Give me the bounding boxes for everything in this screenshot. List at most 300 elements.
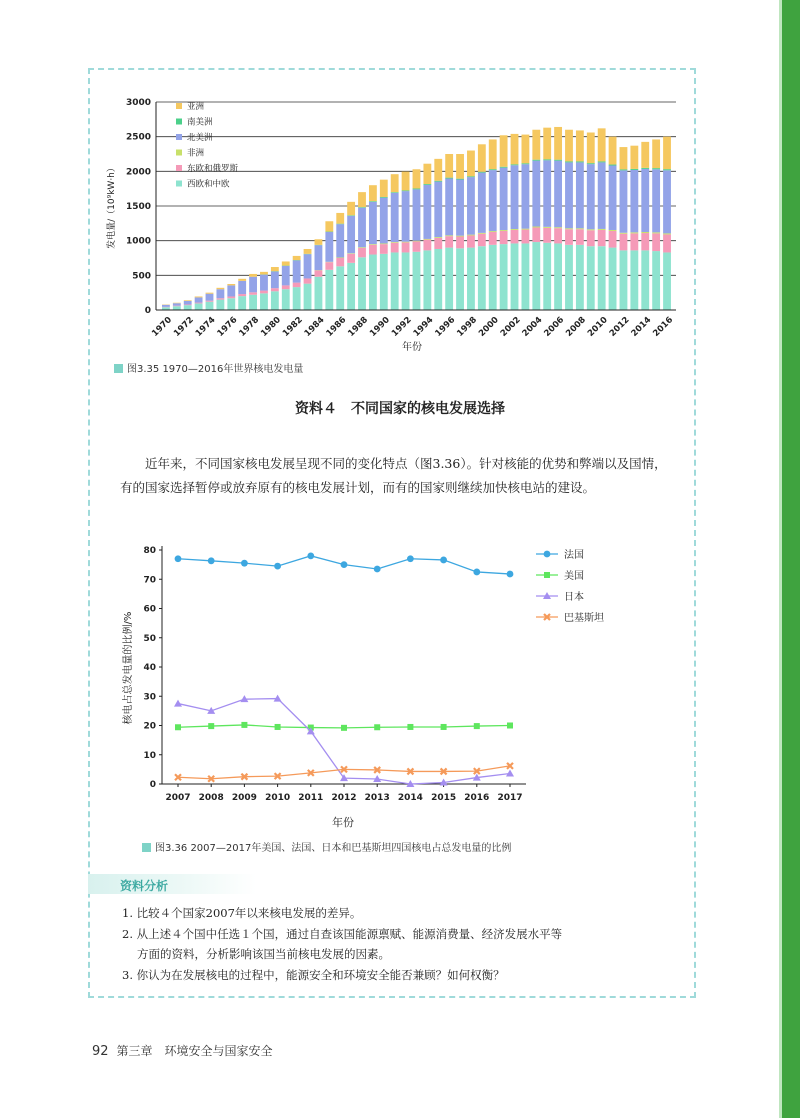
bar-segment-1992-3	[402, 191, 410, 242]
bar-segment-1981-5	[282, 261, 290, 265]
bar-segment-1979-5	[260, 272, 268, 275]
point-0-2009	[241, 560, 248, 567]
figure-3-35-caption-text: 图3.35 1970—2016年世界核电发电量	[127, 364, 304, 375]
bar-segment-1986-5	[336, 213, 344, 224]
bar-segment-1977-3	[238, 281, 246, 294]
bar-segment-1984-5	[315, 239, 323, 245]
bar-segment-1996-4	[445, 178, 453, 179]
bar-segment-2000-5	[489, 139, 497, 169]
chart1-x-tick-label: 1992	[389, 315, 414, 339]
chart2-x-tick-label: 2007	[165, 793, 191, 803]
bar-segment-1989-5	[369, 185, 377, 201]
bar-segment-1973-1	[195, 303, 203, 304]
bar-segment-2016-3	[663, 170, 671, 233]
bar-segment-1991-0	[391, 252, 399, 310]
bar-segment-2010-3	[598, 162, 606, 229]
point-0-2011	[307, 552, 314, 559]
bar-segment-1990-2	[380, 243, 388, 244]
chart2-legend-label: 美国	[564, 571, 584, 582]
bar-segment-1976-0	[227, 298, 235, 310]
bar-segment-1999-1	[478, 234, 486, 246]
chart2-y-tick-label: 70	[143, 575, 156, 586]
bar-segment-1996-3	[445, 178, 453, 235]
point-1-2007	[175, 724, 181, 730]
bar-segment-1991-3	[391, 193, 399, 242]
bar-segment-2014-1	[641, 233, 649, 250]
bar-segment-2009-1	[587, 230, 595, 246]
chart1-x-ticks	[150, 315, 675, 339]
caption-marker	[142, 843, 151, 852]
bar-segment-2003-2	[521, 229, 529, 230]
chart1-x-tick-label: 1990	[368, 315, 392, 339]
chart1-legend-swatch	[176, 150, 182, 156]
bar-segment-2014-5	[641, 142, 649, 168]
bar-segment-1980-1	[271, 288, 279, 291]
chart1-legend-label: 西欧和中欧	[187, 179, 230, 190]
bar-segment-1995-4	[434, 181, 442, 182]
chart2-x-tick-label: 2014	[397, 793, 423, 803]
bar-segment-2001-5	[500, 135, 508, 166]
question-2: 2. 从上述４个国中任选１个国，通过自查该国能源禀赋、能源消费量、经济发展水平等	[122, 927, 563, 941]
question-1: 1. 比较４个国家2007年以来核电发展的差异。	[122, 906, 362, 920]
chart1-y-tick-label: 2500	[125, 132, 151, 143]
chart2-y-tick-label: 0	[149, 780, 156, 790]
bar-segment-1983-1	[304, 278, 312, 283]
chart1-x-tick-label: 1994	[411, 315, 436, 339]
bar-segment-2016-5	[663, 137, 671, 170]
bar-segment-1989-1	[369, 245, 377, 255]
chart1-y-tick-label: 3000	[125, 98, 151, 108]
bar-segment-1980-3	[271, 272, 279, 289]
bar-segment-2004-4	[532, 160, 540, 161]
bar-segment-2016-4	[663, 169, 671, 170]
bar-segment-1995-5	[434, 159, 442, 181]
bar-segment-1976-1	[227, 296, 235, 298]
chart1-legend-label: 南美洲	[187, 117, 213, 128]
bar-segment-2011-5	[609, 137, 617, 165]
bar-segment-1991-1	[391, 243, 399, 253]
bar-segment-1994-1	[423, 240, 431, 251]
nuclear-share-line-chart	[118, 538, 618, 834]
bar-segment-1982-0	[293, 287, 301, 310]
chart2-x-tick-label: 2011	[298, 793, 324, 803]
bar-segment-1970-3	[162, 305, 170, 307]
bar-segment-2008-0	[576, 245, 584, 310]
bar-segment-1996-5	[445, 154, 453, 178]
bar-segment-1979-0	[260, 293, 268, 310]
chart1-y-ticks	[126, 98, 151, 316]
caption-marker	[114, 364, 123, 373]
bar-segment-2015-2	[652, 232, 660, 233]
chart1-bars	[162, 127, 671, 310]
bar-segment-2004-1	[532, 227, 540, 242]
bar-segment-2004-3	[532, 161, 540, 227]
bar-segment-2014-4	[641, 168, 649, 169]
bar-segment-1999-2	[478, 233, 486, 234]
bar-segment-1998-5	[467, 151, 475, 177]
bar-segment-1980-0	[271, 291, 279, 310]
chart1-y-tick-label: 1000	[125, 236, 151, 247]
figure-3-36-caption-text: 图3.36 2007—2017年美国、法国、日本和巴基斯坦四国核电占总发电量的比例	[155, 843, 512, 854]
bar-segment-2006-0	[554, 243, 562, 310]
bar-segment-1979-3	[260, 275, 268, 291]
point-0-2012	[341, 561, 348, 568]
bar-segment-1974-0	[206, 302, 214, 310]
chart2-y-tick-label: 50	[143, 633, 156, 644]
point-1-2016	[474, 723, 480, 729]
bar-segment-1984-1	[315, 270, 323, 276]
bar-segment-1995-0	[434, 249, 442, 310]
bar-segment-2011-3	[609, 166, 617, 230]
question-2-continued: 方面的资料，分析影响该国当前核电发展的因素。	[137, 947, 390, 961]
chart1-legend-label: 北美洲	[187, 133, 213, 143]
bar-segment-1993-3	[413, 189, 421, 240]
bar-segment-1996-2	[445, 235, 453, 236]
bar-segment-1997-3	[456, 180, 464, 236]
bar-segment-1985-0	[325, 270, 333, 310]
bar-segment-2000-4	[489, 169, 497, 170]
chart1-x-tick-label: 1982	[280, 315, 305, 339]
bar-segment-1982-1	[293, 283, 301, 288]
chart2-x-tick-label: 2010	[265, 793, 291, 803]
bar-segment-2002-0	[511, 243, 519, 310]
chart2-y-tick-label: 10	[143, 750, 156, 761]
bar-segment-2001-1	[500, 231, 508, 244]
bar-segment-2007-2	[565, 228, 573, 229]
bar-segment-2008-1	[576, 229, 584, 245]
point-2-2017	[506, 769, 514, 776]
bar-segment-1999-0	[478, 246, 486, 310]
bar-segment-1973-0	[195, 303, 203, 310]
point-0-2015	[440, 557, 447, 564]
chart1-legend-swatch	[176, 165, 182, 171]
bar-segment-1995-1	[434, 238, 442, 249]
bar-segment-2005-4	[543, 159, 551, 160]
bar-segment-1972-3	[184, 301, 192, 304]
bar-segment-2005-2	[543, 227, 551, 228]
bar-segment-2015-3	[652, 169, 660, 232]
section-paragraph: 近年来，不同国家核电发展呈现不同的变化特点（图3.36）。针对核能的优势和弊端以及国情，有的国家选择暂停或放弃原有的核电发展计划，而有的国家则继续加快核电站的建设。	[120, 456, 667, 495]
bar-segment-2015-0	[652, 251, 660, 310]
chart2-x-tick-label: 2009	[231, 793, 257, 803]
chart1-x-tick-label: 2006	[542, 315, 567, 339]
bar-segment-2000-3	[489, 170, 497, 231]
bar-segment-2000-2	[489, 231, 497, 232]
bar-segment-2004-0	[532, 242, 540, 310]
analysis-title: 资料分析	[120, 879, 169, 893]
chart1-x-tick-label: 2000	[477, 315, 501, 339]
chart1-x-tick-label: 1974	[193, 315, 218, 339]
chart1-x-tick-label: 1976	[215, 315, 240, 339]
point-0-2014	[407, 555, 414, 562]
point-1-2010	[275, 724, 281, 730]
bar-segment-1992-5	[402, 172, 410, 191]
bar-segment-1989-3	[369, 202, 377, 244]
chart1-x-tick-label: 2008	[564, 315, 589, 339]
bar-segment-2001-0	[500, 244, 508, 310]
bar-segment-1989-2	[369, 244, 377, 245]
bar-segment-2006-5	[554, 127, 562, 160]
figure-3-35-caption	[114, 360, 303, 375]
bar-segment-1988-1	[358, 248, 366, 257]
chart1-x-tick-label: 2016	[651, 315, 676, 339]
chart1-legend-label: 非洲	[187, 148, 205, 159]
chart2-legend-marker	[544, 572, 550, 578]
bar-segment-2006-3	[554, 161, 562, 228]
bar-segment-1988-0	[358, 257, 366, 310]
bar-segment-2007-4	[565, 161, 573, 162]
chart2-x-tick-label: 2008	[198, 793, 224, 803]
page-edge-bar	[782, 0, 800, 1118]
bar-segment-2005-0	[543, 243, 551, 310]
bar-segment-1999-3	[478, 173, 486, 233]
bar-segment-1994-2	[423, 239, 431, 240]
analysis-header-bar	[88, 874, 256, 894]
chart1-y-tick-label: 0	[144, 306, 151, 316]
bar-segment-1976-5	[227, 284, 235, 285]
bar-segment-1974-1	[206, 301, 214, 302]
chart1-x-tick-label: 1998	[455, 315, 480, 339]
bar-segment-2014-3	[641, 169, 649, 232]
bar-segment-1995-2	[434, 237, 442, 238]
point-1-2017	[507, 723, 513, 729]
point-1-2015	[441, 724, 447, 730]
point-0-2010	[274, 563, 281, 570]
bar-segment-1997-4	[456, 179, 464, 180]
chart1-x-tick-label: 1984	[302, 315, 327, 339]
bar-segment-2007-5	[565, 130, 573, 162]
bar-segment-1993-5	[413, 169, 421, 188]
bar-segment-2003-5	[521, 135, 529, 164]
bar-segment-2013-0	[630, 250, 638, 310]
bar-segment-2016-0	[663, 252, 671, 310]
chart2-x-tick-label: 2012	[331, 793, 357, 803]
bar-segment-2009-5	[587, 133, 595, 164]
bar-segment-2011-0	[609, 248, 617, 310]
bar-segment-2003-3	[521, 164, 529, 228]
bar-segment-2015-4	[652, 168, 660, 169]
bar-segment-2003-0	[521, 243, 529, 310]
bar-segment-2005-1	[543, 228, 551, 243]
bar-segment-2000-1	[489, 232, 497, 245]
bar-segment-2015-1	[652, 233, 660, 251]
bar-segment-2012-2	[620, 233, 628, 234]
bar-segment-1987-3	[347, 216, 355, 253]
chart2-x-tick-label: 2015	[431, 793, 457, 803]
bar-segment-1992-0	[402, 252, 410, 310]
bar-segment-1996-0	[445, 248, 453, 310]
bar-segment-1974-3	[206, 294, 214, 301]
bar-segment-1994-5	[423, 164, 431, 184]
bar-segment-1983-3	[304, 254, 312, 278]
chart2-legend-label: 法国	[564, 550, 584, 561]
chart1-y-tick-label: 2000	[125, 167, 151, 178]
bar-segment-1980-5	[271, 267, 279, 271]
chart2-legend-marker	[544, 551, 551, 558]
bar-segment-2001-4	[500, 167, 508, 168]
bar-segment-2013-4	[630, 169, 638, 170]
bar-segment-1994-3	[423, 185, 431, 239]
bar-segment-1974-5	[206, 293, 214, 294]
chart1-x-tick-label: 1978	[237, 315, 262, 339]
chart2-y-tick-label: 40	[143, 663, 156, 673]
bar-segment-1985-1	[325, 262, 333, 270]
chart1-x-tick-label: 1988	[346, 315, 371, 339]
bar-segment-2002-3	[511, 165, 519, 229]
bar-segment-2000-0	[489, 245, 497, 310]
bar-segment-1987-2	[347, 253, 355, 254]
bar-segment-1973-5	[195, 296, 203, 297]
bar-segment-2006-2	[554, 227, 562, 228]
chart1-x-axis-label: 年份	[402, 342, 422, 353]
page-number: 92	[92, 1044, 109, 1059]
chart1-legend	[176, 101, 239, 190]
bar-segment-1972-1	[184, 304, 192, 305]
bar-segment-1978-5	[249, 274, 257, 277]
bar-segment-1990-1	[380, 244, 388, 254]
chart2-y-ticks	[143, 546, 162, 790]
bar-segment-2005-3	[543, 160, 551, 227]
chart1-x-tick-label: 1986	[324, 315, 349, 339]
chart1-x-tick-label: 1972	[172, 315, 196, 339]
bar-segment-1992-2	[402, 242, 410, 243]
bar-segment-1983-5	[304, 249, 312, 254]
bar-segment-2013-3	[630, 170, 638, 232]
bar-segment-2010-0	[598, 246, 606, 310]
bar-segment-2010-5	[598, 128, 606, 161]
bar-segment-2012-0	[620, 250, 628, 310]
chart1-legend-label: 亚洲	[187, 102, 205, 112]
chart1-legend-swatch	[176, 134, 182, 140]
point-1-2009	[241, 722, 247, 728]
bar-segment-2009-3	[587, 164, 595, 229]
bar-segment-1984-3	[315, 245, 323, 270]
bar-segment-1986-3	[336, 224, 344, 257]
chart2-y-tick-label: 60	[143, 604, 156, 615]
chart2-x-tick-label: 2016	[464, 793, 490, 803]
bar-segment-2012-1	[620, 234, 628, 251]
bar-segment-2009-0	[587, 246, 595, 310]
bar-segment-1999-4	[478, 172, 486, 173]
point-0-2007	[175, 555, 182, 562]
point-2-2007	[174, 700, 182, 707]
bar-segment-1988-5	[358, 192, 366, 207]
bar-segment-2006-4	[554, 160, 562, 161]
chart1-y-axis-label: 发电量/（10⁹kW·h）	[107, 163, 117, 249]
bar-segment-2007-1	[565, 229, 573, 245]
chart1-x-tick-label: 2010	[585, 315, 610, 339]
bar-segment-2005-5	[543, 128, 551, 160]
bar-segment-2011-2	[609, 230, 617, 231]
bar-segment-2002-5	[511, 134, 519, 164]
bar-segment-1989-0	[369, 255, 377, 310]
bar-segment-1990-5	[380, 180, 388, 197]
bar-segment-1987-1	[347, 254, 355, 263]
bar-segment-1973-3	[195, 297, 203, 302]
chart2-y-tick-label: 80	[143, 546, 156, 556]
bar-segment-2013-2	[630, 232, 638, 233]
chart2-x-tick-label: 2017	[497, 793, 523, 803]
bar-segment-2012-4	[620, 169, 628, 170]
chart1-x-tick-label: 1996	[433, 315, 458, 339]
bar-segment-1997-0	[456, 248, 464, 310]
bar-segment-2009-4	[587, 163, 595, 164]
bar-segment-1971-3	[173, 303, 181, 305]
page-footer	[92, 1042, 273, 1059]
bar-segment-2013-1	[630, 233, 638, 250]
bar-segment-1993-0	[413, 252, 421, 310]
chart2-axes	[162, 546, 526, 784]
bar-segment-2002-4	[511, 164, 519, 165]
chart1-x-tick-label: 2012	[607, 315, 632, 339]
chart2-y-axis-label: 核电占总发电量的比例/%	[123, 611, 134, 725]
bar-segment-1997-5	[456, 154, 464, 179]
bar-segment-1991-5	[391, 174, 399, 192]
chart1-legend-swatch	[176, 103, 182, 109]
bar-segment-1984-0	[315, 277, 323, 310]
bar-segment-2010-4	[598, 161, 606, 162]
chart2-y-tick-label: 20	[143, 721, 156, 732]
chart2-x-axis-label: 年份	[332, 816, 354, 829]
bar-segment-1989-4	[369, 201, 377, 202]
point-1-2014	[407, 724, 413, 730]
chart2-x-tick-label: 2013	[364, 793, 390, 803]
bar-segment-1990-3	[380, 198, 388, 244]
bar-segment-2007-0	[565, 245, 573, 310]
point-0-2013	[374, 566, 381, 573]
chart2-legend-label: 日本	[564, 592, 584, 603]
point-1-2013	[374, 724, 380, 730]
bar-segment-2008-4	[576, 161, 584, 162]
bar-segment-1985-3	[325, 232, 333, 262]
bar-segment-2008-3	[576, 162, 584, 228]
bar-segment-2016-2	[663, 233, 671, 234]
chart2-legend	[536, 548, 604, 624]
bar-segment-2001-2	[500, 230, 508, 231]
world-nuclear-generation-chart	[100, 86, 690, 356]
bar-segment-1971-0	[173, 306, 181, 310]
chart1-legend-swatch	[176, 181, 182, 187]
chart1-x-tick-label: 1980	[259, 315, 283, 339]
bar-segment-1975-0	[216, 300, 224, 310]
bar-segment-1988-4	[358, 207, 366, 208]
bar-segment-2004-5	[532, 130, 540, 160]
bar-segment-1996-1	[445, 236, 453, 247]
bar-segment-1978-3	[249, 277, 257, 293]
point-0-2017	[507, 571, 514, 578]
bar-segment-1988-3	[358, 208, 366, 248]
bar-segment-1977-1	[238, 294, 246, 296]
chart1-y-tick-label: 1500	[125, 202, 151, 212]
bar-segment-1998-1	[467, 235, 475, 247]
bar-segment-2008-2	[576, 228, 584, 229]
point-0-2016	[473, 569, 480, 576]
bar-segment-1978-1	[249, 292, 257, 294]
bar-segment-2003-4	[521, 163, 529, 164]
bar-segment-1986-1	[336, 258, 344, 266]
bar-segment-1990-4	[380, 197, 388, 198]
bar-segment-2009-2	[587, 229, 595, 230]
bar-segment-1991-2	[391, 242, 399, 243]
bar-segment-1985-5	[325, 221, 333, 231]
bar-segment-1987-5	[347, 202, 355, 215]
bar-segment-2002-2	[511, 229, 519, 230]
bar-segment-1998-0	[467, 248, 475, 310]
bar-segment-2004-2	[532, 227, 540, 228]
bar-segment-1971-1	[173, 306, 181, 307]
bar-segment-1972-0	[184, 305, 192, 310]
bar-segment-2012-3	[620, 170, 628, 232]
